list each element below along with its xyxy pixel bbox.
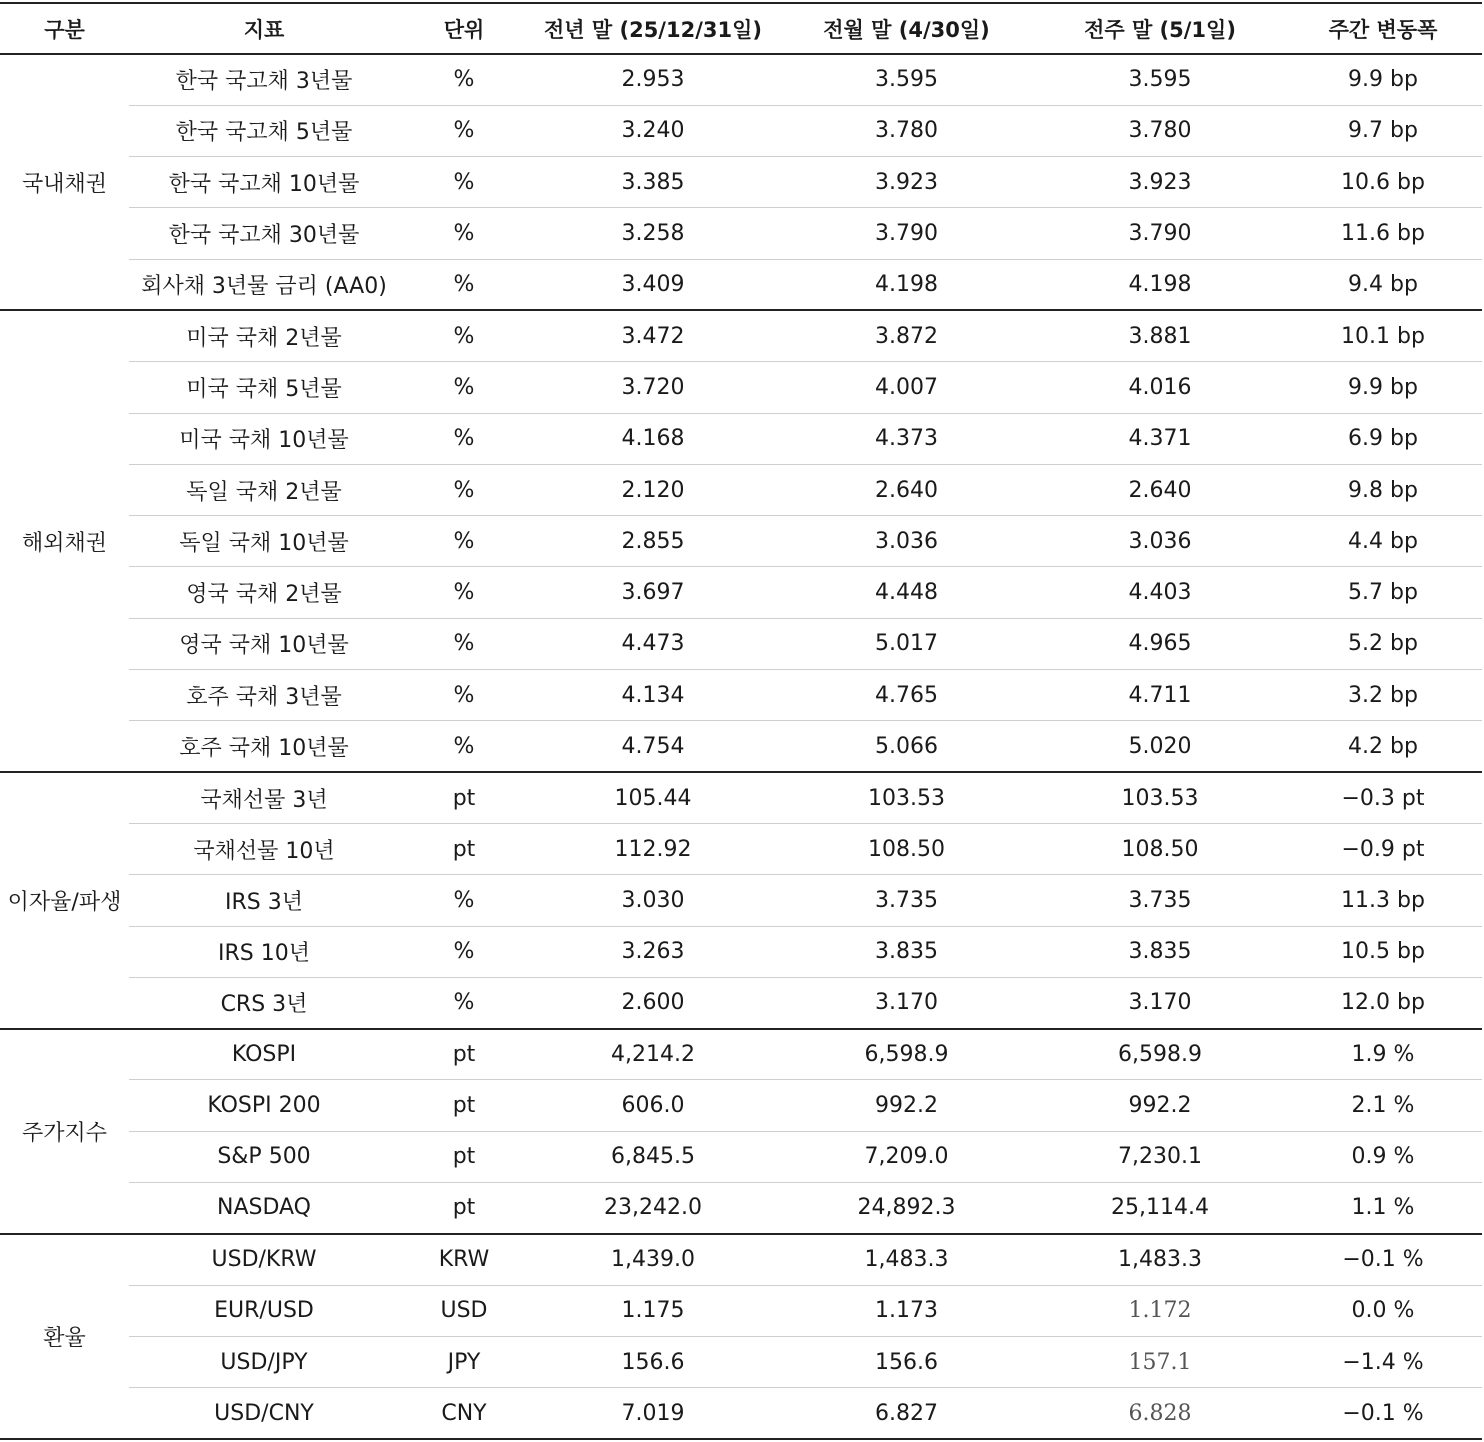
weekly-change-cell: 11.3 bp — [1284, 875, 1482, 926]
weekly-change-cell: 9.9 bp — [1284, 54, 1482, 105]
header-weekly-change: 주간 변동폭 — [1284, 3, 1482, 54]
weekly-change-cell: 10.6 bp — [1284, 157, 1482, 208]
prev-year-end-cell: 3.385 — [529, 157, 777, 208]
prev-month-end-cell: 3.735 — [777, 875, 1036, 926]
prev-week-end-cell: 4.198 — [1036, 259, 1284, 310]
table-row — [0, 1029, 1482, 1080]
prev-month-end-cell: 2.640 — [777, 464, 1036, 515]
prev-week-end-cell: 1.172 — [1036, 1285, 1284, 1336]
indicator-cell: USD/JPY — [129, 1336, 399, 1387]
table-row — [0, 413, 1482, 464]
indicator-cell: 독일 국채 10년물 — [129, 516, 399, 567]
indicator-cell: 한국 국고채 30년물 — [129, 208, 399, 259]
indicator-cell: 독일 국채 2년물 — [129, 464, 399, 515]
table-row — [0, 259, 1482, 310]
prev-month-end-cell: 24,892.3 — [777, 1183, 1036, 1234]
indicator-cell: IRS 10년 — [129, 926, 399, 977]
unit-cell: % — [399, 618, 529, 669]
table-row — [0, 567, 1482, 618]
prev-month-end-cell: 3.790 — [777, 208, 1036, 259]
header-prev-week-end: 전주 말 (5/1일) — [1036, 3, 1284, 54]
unit-cell: % — [399, 567, 529, 618]
prev-week-end-cell: 5.020 — [1036, 721, 1284, 772]
weekly-change-cell: −0.9 pt — [1284, 823, 1482, 874]
prev-year-end-cell: 105.44 — [529, 772, 777, 823]
prev-month-end-cell: 5.066 — [777, 721, 1036, 772]
unit-cell: % — [399, 464, 529, 515]
prev-week-end-cell: 6,598.9 — [1036, 1029, 1284, 1080]
prev-year-end-cell: 2.120 — [529, 464, 777, 515]
prev-year-end-cell: 2.600 — [529, 977, 777, 1028]
weekly-change-cell: 9.8 bp — [1284, 464, 1482, 515]
category-cell: 주가지수 — [0, 1029, 129, 1234]
prev-month-end-cell: 4.007 — [777, 362, 1036, 413]
prev-month-end-cell: 4.198 — [777, 259, 1036, 310]
weekly-change-cell: 0.0 % — [1284, 1285, 1482, 1336]
prev-year-end-cell: 3.240 — [529, 105, 777, 156]
indicator-cell: 한국 국고채 10년물 — [129, 157, 399, 208]
prev-week-end-cell: 3.735 — [1036, 875, 1284, 926]
prev-month-end-cell: 3.036 — [777, 516, 1036, 567]
prev-month-end-cell: 6,598.9 — [777, 1029, 1036, 1080]
market-indicators-table — [0, 2, 1482, 1440]
prev-week-end-cell: 1,483.3 — [1036, 1234, 1284, 1285]
weekly-change-cell: 9.4 bp — [1284, 259, 1482, 310]
prev-month-end-cell: 103.53 — [777, 772, 1036, 823]
unit-cell: % — [399, 54, 529, 105]
prev-month-end-cell: 6.827 — [777, 1388, 1036, 1439]
prev-year-end-cell: 23,242.0 — [529, 1183, 777, 1234]
indicator-cell: 국채선물 10년 — [129, 823, 399, 874]
prev-year-end-cell: 3.720 — [529, 362, 777, 413]
prev-week-end-cell: 3.036 — [1036, 516, 1284, 567]
prev-month-end-cell: 108.50 — [777, 823, 1036, 874]
table-row — [0, 1336, 1482, 1387]
unit-cell: % — [399, 926, 529, 977]
category-cell: 환율 — [0, 1234, 129, 1439]
table-row — [0, 362, 1482, 413]
table-row — [0, 310, 1482, 361]
prev-year-end-cell: 3.472 — [529, 310, 777, 361]
prev-year-end-cell: 3.409 — [529, 259, 777, 310]
weekly-change-cell: 5.7 bp — [1284, 567, 1482, 618]
table-row — [0, 105, 1482, 156]
indicator-cell: NASDAQ — [129, 1183, 399, 1234]
header-prev-year-end: 전년 말 (25/12/31일) — [529, 3, 777, 54]
indicator-cell: USD/KRW — [129, 1234, 399, 1285]
prev-month-end-cell: 4.448 — [777, 567, 1036, 618]
prev-month-end-cell: 3.780 — [777, 105, 1036, 156]
weekly-change-cell: 10.1 bp — [1284, 310, 1482, 361]
category-cell: 이자율/파생 — [0, 772, 129, 1028]
table-row — [0, 54, 1482, 105]
table-row — [0, 208, 1482, 259]
unit-cell: % — [399, 721, 529, 772]
prev-year-end-cell: 4.754 — [529, 721, 777, 772]
table-row — [0, 1234, 1482, 1285]
table-row — [0, 157, 1482, 208]
weekly-change-cell: 9.7 bp — [1284, 105, 1482, 156]
weekly-change-cell: −1.4 % — [1284, 1336, 1482, 1387]
weekly-change-cell: 3.2 bp — [1284, 670, 1482, 721]
indicator-cell: 한국 국고채 5년물 — [129, 105, 399, 156]
prev-week-end-cell: 4.965 — [1036, 618, 1284, 669]
prev-year-end-cell: 156.6 — [529, 1336, 777, 1387]
prev-week-end-cell: 157.1 — [1036, 1336, 1284, 1387]
indicator-cell: S&P 500 — [129, 1131, 399, 1182]
unit-cell: % — [399, 516, 529, 567]
prev-week-end-cell: 4.016 — [1036, 362, 1284, 413]
prev-year-end-cell: 2.953 — [529, 54, 777, 105]
prev-week-end-cell: 3.923 — [1036, 157, 1284, 208]
table-row — [0, 1183, 1482, 1234]
indicator-cell: KOSPI 200 — [129, 1080, 399, 1131]
table-row — [0, 1131, 1482, 1182]
unit-cell: pt — [399, 1183, 529, 1234]
prev-month-end-cell: 1,483.3 — [777, 1234, 1036, 1285]
indicator-cell: 회사채 3년물 금리 (AA0) — [129, 259, 399, 310]
unit-cell: % — [399, 977, 529, 1028]
prev-week-end-cell: 4.371 — [1036, 413, 1284, 464]
weekly-change-cell: −0.3 pt — [1284, 772, 1482, 823]
table-row — [0, 875, 1482, 926]
unit-cell: % — [399, 157, 529, 208]
weekly-change-cell: 6.9 bp — [1284, 413, 1482, 464]
prev-month-end-cell: 156.6 — [777, 1336, 1036, 1387]
prev-year-end-cell: 4,214.2 — [529, 1029, 777, 1080]
indicator-cell: 미국 국채 2년물 — [129, 310, 399, 361]
unit-cell: USD — [399, 1285, 529, 1336]
unit-cell: pt — [399, 1029, 529, 1080]
weekly-change-cell: 4.2 bp — [1284, 721, 1482, 772]
prev-month-end-cell: 992.2 — [777, 1080, 1036, 1131]
prev-week-end-cell: 4.711 — [1036, 670, 1284, 721]
prev-week-end-cell: 4.403 — [1036, 567, 1284, 618]
table-header — [0, 3, 1482, 54]
unit-cell: pt — [399, 823, 529, 874]
weekly-change-cell: 9.9 bp — [1284, 362, 1482, 413]
indicator-cell: USD/CNY — [129, 1388, 399, 1439]
unit-cell: % — [399, 208, 529, 259]
prev-year-end-cell: 3.263 — [529, 926, 777, 977]
weekly-change-cell: 4.4 bp — [1284, 516, 1482, 567]
prev-month-end-cell: 4.373 — [777, 413, 1036, 464]
indicator-cell: KOSPI — [129, 1029, 399, 1080]
indicator-cell: 호주 국채 3년물 — [129, 670, 399, 721]
prev-week-end-cell: 3.835 — [1036, 926, 1284, 977]
unit-cell: % — [399, 310, 529, 361]
table-row — [0, 1285, 1482, 1336]
table-row — [0, 516, 1482, 567]
prev-year-end-cell: 606.0 — [529, 1080, 777, 1131]
indicator-cell: 미국 국채 5년물 — [129, 362, 399, 413]
table-row — [0, 823, 1482, 874]
prev-week-end-cell: 992.2 — [1036, 1080, 1284, 1131]
prev-week-end-cell: 3.881 — [1036, 310, 1284, 361]
indicator-cell: 영국 국채 2년물 — [129, 567, 399, 618]
prev-month-end-cell: 3.872 — [777, 310, 1036, 361]
weekly-change-cell: 10.5 bp — [1284, 926, 1482, 977]
prev-year-end-cell: 3.697 — [529, 567, 777, 618]
prev-year-end-cell: 7.019 — [529, 1388, 777, 1439]
table-row — [0, 464, 1482, 515]
unit-cell: % — [399, 875, 529, 926]
table-row — [0, 1080, 1482, 1131]
indicator-cell: 미국 국채 10년물 — [129, 413, 399, 464]
prev-week-end-cell: 25,114.4 — [1036, 1183, 1284, 1234]
prev-week-end-cell: 103.53 — [1036, 772, 1284, 823]
weekly-change-cell: 5.2 bp — [1284, 618, 1482, 669]
prev-week-end-cell: 3.170 — [1036, 977, 1284, 1028]
indicator-cell: 영국 국채 10년물 — [129, 618, 399, 669]
prev-year-end-cell: 3.030 — [529, 875, 777, 926]
weekly-change-cell: −0.1 % — [1284, 1234, 1482, 1285]
prev-month-end-cell: 4.765 — [777, 670, 1036, 721]
weekly-change-cell: 1.9 % — [1284, 1029, 1482, 1080]
weekly-change-cell: 0.9 % — [1284, 1131, 1482, 1182]
unit-cell: % — [399, 413, 529, 464]
category-cell: 국내채권 — [0, 54, 129, 310]
prev-week-end-cell: 108.50 — [1036, 823, 1284, 874]
table-row — [0, 977, 1482, 1028]
header-row — [0, 3, 1482, 54]
header-category: 구분 — [0, 3, 129, 54]
unit-cell: CNY — [399, 1388, 529, 1439]
unit-cell: KRW — [399, 1234, 529, 1285]
prev-week-end-cell: 3.780 — [1036, 105, 1284, 156]
header-indicator: 지표 — [129, 3, 399, 54]
prev-year-end-cell: 3.258 — [529, 208, 777, 259]
prev-month-end-cell: 5.017 — [777, 618, 1036, 669]
weekly-change-cell: −0.1 % — [1284, 1388, 1482, 1439]
table-body — [0, 54, 1482, 1439]
prev-week-end-cell: 3.595 — [1036, 54, 1284, 105]
indicator-cell: CRS 3년 — [129, 977, 399, 1028]
table-row — [0, 618, 1482, 669]
prev-month-end-cell: 3.835 — [777, 926, 1036, 977]
table-row — [0, 1388, 1482, 1439]
prev-week-end-cell: 2.640 — [1036, 464, 1284, 515]
header-prev-month-end: 전월 말 (4/30일) — [777, 3, 1036, 54]
prev-year-end-cell: 4.134 — [529, 670, 777, 721]
weekly-change-cell: 1.1 % — [1284, 1183, 1482, 1234]
indicator-cell: EUR/USD — [129, 1285, 399, 1336]
header-unit: 단위 — [399, 3, 529, 54]
prev-week-end-cell: 3.790 — [1036, 208, 1284, 259]
table-row — [0, 772, 1482, 823]
prev-month-end-cell: 3.170 — [777, 977, 1036, 1028]
prev-year-end-cell: 4.168 — [529, 413, 777, 464]
indicator-cell: 한국 국고채 3년물 — [129, 54, 399, 105]
category-cell: 해외채권 — [0, 310, 129, 772]
prev-month-end-cell: 3.923 — [777, 157, 1036, 208]
prev-week-end-cell: 6.828 — [1036, 1388, 1284, 1439]
unit-cell: % — [399, 105, 529, 156]
prev-month-end-cell: 3.595 — [777, 54, 1036, 105]
unit-cell: JPY — [399, 1336, 529, 1387]
weekly-change-cell: 2.1 % — [1284, 1080, 1482, 1131]
unit-cell: pt — [399, 1131, 529, 1182]
prev-month-end-cell: 7,209.0 — [777, 1131, 1036, 1182]
table-row — [0, 721, 1482, 772]
prev-year-end-cell: 1,439.0 — [529, 1234, 777, 1285]
prev-year-end-cell: 112.92 — [529, 823, 777, 874]
prev-year-end-cell: 6,845.5 — [529, 1131, 777, 1182]
prev-year-end-cell: 4.473 — [529, 618, 777, 669]
table-row — [0, 670, 1482, 721]
weekly-change-cell: 12.0 bp — [1284, 977, 1482, 1028]
weekly-change-cell: 11.6 bp — [1284, 208, 1482, 259]
unit-cell: % — [399, 259, 529, 310]
unit-cell: % — [399, 362, 529, 413]
unit-cell: pt — [399, 1080, 529, 1131]
table-row — [0, 926, 1482, 977]
indicator-cell: 호주 국채 10년물 — [129, 721, 399, 772]
indicator-cell: IRS 3년 — [129, 875, 399, 926]
prev-year-end-cell: 1.175 — [529, 1285, 777, 1336]
unit-cell: % — [399, 670, 529, 721]
prev-year-end-cell: 2.855 — [529, 516, 777, 567]
prev-week-end-cell: 7,230.1 — [1036, 1131, 1284, 1182]
indicator-cell: 국채선물 3년 — [129, 772, 399, 823]
unit-cell: pt — [399, 772, 529, 823]
prev-month-end-cell: 1.173 — [777, 1285, 1036, 1336]
